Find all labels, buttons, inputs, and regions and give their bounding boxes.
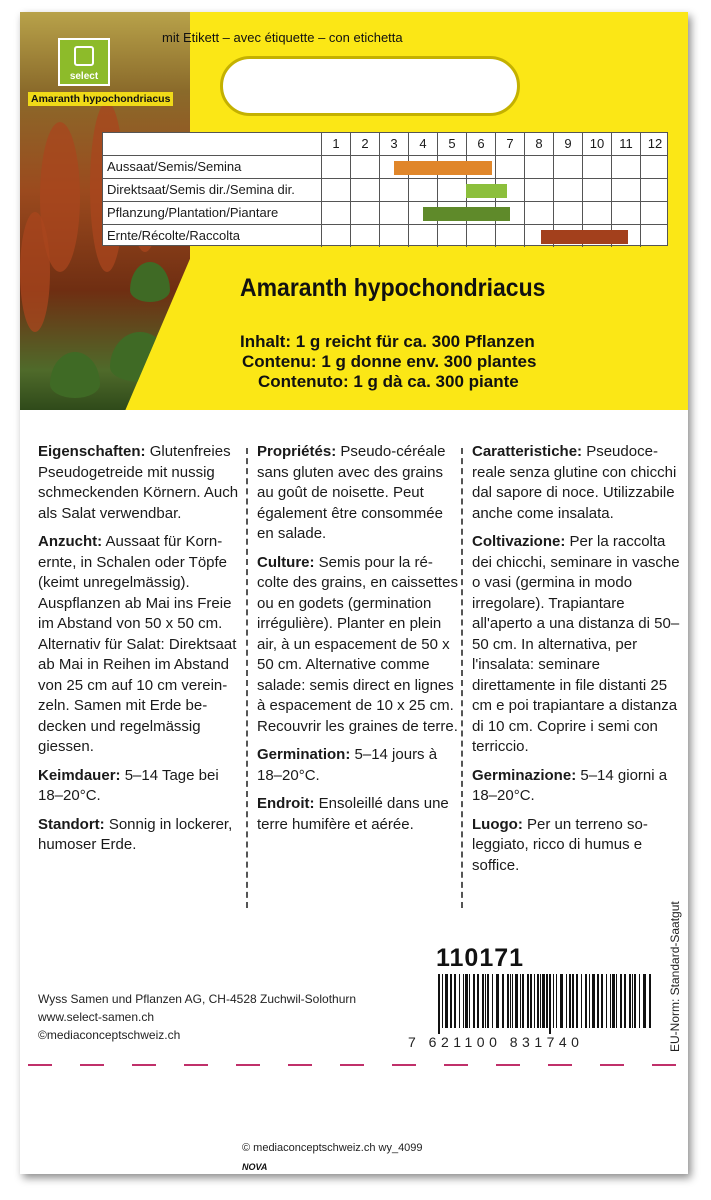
paragraph-heading: Endroit: <box>257 795 315 812</box>
nova-logo: NOVA <box>242 1162 268 1172</box>
hanger-hole <box>220 56 520 116</box>
paragraph-heading: Luogo: <box>472 815 523 833</box>
product-title: Amaranth hypochondriacus <box>240 274 546 302</box>
paragraph-heading: Germinazione: <box>472 766 577 784</box>
column-french <box>257 442 459 843</box>
month-7: 7 <box>495 133 524 155</box>
barcode <box>436 974 656 1034</box>
eu-norm-label: EU-Norm: Standard-Saatgut <box>668 901 682 1052</box>
paragraph <box>472 532 682 758</box>
website-link: www.select-samen.ch <box>38 1010 155 1024</box>
copyright-line: ©mediaconceptschweiz.ch <box>38 1028 181 1042</box>
paragraph-heading: Caratteristiche: <box>472 443 583 460</box>
paragraph-heading: Standort: <box>38 815 105 833</box>
month-3: 3 <box>379 133 408 155</box>
month-4: 4 <box>408 133 437 155</box>
month-1: 1 <box>321 133 350 155</box>
paragraph-body: 5–14 giorni a 18–20°C. <box>472 766 668 804</box>
paragraph <box>257 553 459 738</box>
paragraph <box>38 815 243 856</box>
paragraph <box>257 794 459 835</box>
calendar-row-label: Aussaat/Semis/Semina <box>107 159 242 174</box>
paragraph-body: Pseudocereale senza glutine con chicchi dal sapore di noce. Utilizzabile anche come insalata. <box>472 443 677 522</box>
paragraph <box>38 442 243 524</box>
month-12: 12 <box>640 133 669 155</box>
paragraph-heading: Germination: <box>257 746 351 763</box>
paragraph <box>472 815 682 877</box>
paragraph-body: Aussaat für Kornernte, in Schalen oder Töpfe (keimt unregelmässig). Auspflanzen ab Mai ins Freie im Abstand von 50 x 50 cm. Alternativ für Salat: Direktsaat ab Mai in Reihen im Abstand von 25 cm auf 10 cm vereinzeln. Samen mit Erde bedecken und regelmässig giessen. <box>38 533 237 755</box>
label-note: mit Etikett – avec étiquette – con etichetta <box>162 30 403 45</box>
select-logo <box>58 38 110 86</box>
company-info <box>38 990 356 1044</box>
calendar-row-label: Pflanzung/Plantation/Piantare <box>107 205 279 220</box>
paragraph <box>257 745 459 786</box>
logo-text: select <box>69 71 99 82</box>
month-9: 9 <box>553 133 582 155</box>
seed-packet-back <box>20 12 688 1174</box>
paragraph-body: Glutenfreies Pseudogetreide mit nussig schmeckenden Körnern. Auch als Salat verwendbar. <box>38 443 239 522</box>
calendar-row <box>103 155 667 178</box>
column-german <box>38 442 243 864</box>
company-name: Wyss Samen und Pflanzen AG, CH-4528 Zuchwil-Solothurn <box>38 992 357 1006</box>
calendar-row <box>103 178 667 201</box>
sowing-calendar <box>102 132 668 246</box>
content-line-it: Contenuto: 1 g dà ca. 300 piante <box>258 372 519 391</box>
paragraph-heading: Coltivazione: <box>472 533 566 550</box>
perforation-line <box>28 1064 678 1066</box>
month-11: 11 <box>611 133 640 155</box>
month-2: 2 <box>350 133 379 155</box>
credit-line: © mediaconceptschweiz.ch wy_4099 <box>242 1142 423 1154</box>
paragraph-body: Pseudo-céréale sans gluten avec des grains au goût de noisette. Peut également être consommée en salade. <box>257 443 446 542</box>
content-line-de: Inhalt: 1 g reicht für ca. 300 Pflanzen <box>240 332 535 351</box>
calendar-period-bar <box>394 161 493 175</box>
paragraph-body: 5–14 jours à 18–20°C. <box>257 746 438 784</box>
content-line-fr: Contenu: 1 g donne env. 300 plantes <box>242 352 537 371</box>
content-info <box>240 332 660 392</box>
paragraph-heading: Eigenschaften: <box>38 443 146 460</box>
paragraph-heading: Culture: <box>257 553 315 571</box>
column-divider <box>461 448 463 908</box>
calendar-period-bar <box>466 184 507 198</box>
month-5: 5 <box>437 133 466 155</box>
paragraph-body: 5–14 Tage bei 18–20°C. <box>38 766 219 804</box>
month-8: 8 <box>524 133 553 155</box>
paragraph-body: Per un terreno soleggiato, ricco di humus e soffice. <box>472 815 648 874</box>
calendar-row <box>103 201 667 224</box>
paragraph-heading: Propriétés: <box>257 443 337 460</box>
product-label: Amaranth hypochondriacus <box>28 92 173 106</box>
paragraph-body: Per la raccolta dei chicchi, seminare in vasche o vasi (germina in modo irregolare). Trapiantare all'aperto a una distanza di 50–50 cm. In alternativa, per l'insalata: seminare direttamente in file distanti 25 cm e poi trapiantare a distanza di 10 cm. Coprire i semi con terriccio. <box>472 533 680 755</box>
month-10: 10 <box>582 133 611 155</box>
yellow-header-panel <box>20 12 688 410</box>
paragraph <box>38 532 243 758</box>
calendar-period-bar <box>541 230 628 244</box>
paragraph <box>472 442 682 524</box>
calendar-period-bar <box>423 207 510 221</box>
paragraph-body: Ensoleillé dans une terre humifère et aérée. <box>257 795 449 833</box>
paragraph-heading: Keimdauer: <box>38 766 121 784</box>
calendar-row-label: Direktsaat/Semis dir./Semina dir. <box>107 182 295 197</box>
logo-mark-icon <box>74 46 94 66</box>
column-italian <box>472 442 682 884</box>
paragraph-body: Semis pour la récolte des grains, en caissettes ou en godets (germination irrégulière). Planter en plein air, à un espacement de 50 x 50 cm. Alternative comme salade: semis direct en lignes à espacement de 10 x 25 cm. Recouvrir les graines de terre. <box>257 553 458 735</box>
calendar-row-label: Ernte/Récolte/Raccolta <box>107 228 240 243</box>
article-number: 110171 <box>436 944 525 972</box>
barcode-digits: 7 621100 831740 <box>408 1034 584 1050</box>
paragraph-heading: Anzucht: <box>38 533 103 550</box>
month-6: 6 <box>466 133 495 155</box>
paragraph <box>472 766 682 807</box>
paragraph <box>257 442 459 545</box>
column-divider <box>246 448 248 908</box>
paragraph-body: Sonnig in lockerer, humoser Erde. <box>38 815 233 853</box>
calendar-row <box>103 224 667 247</box>
paragraph <box>38 766 243 807</box>
